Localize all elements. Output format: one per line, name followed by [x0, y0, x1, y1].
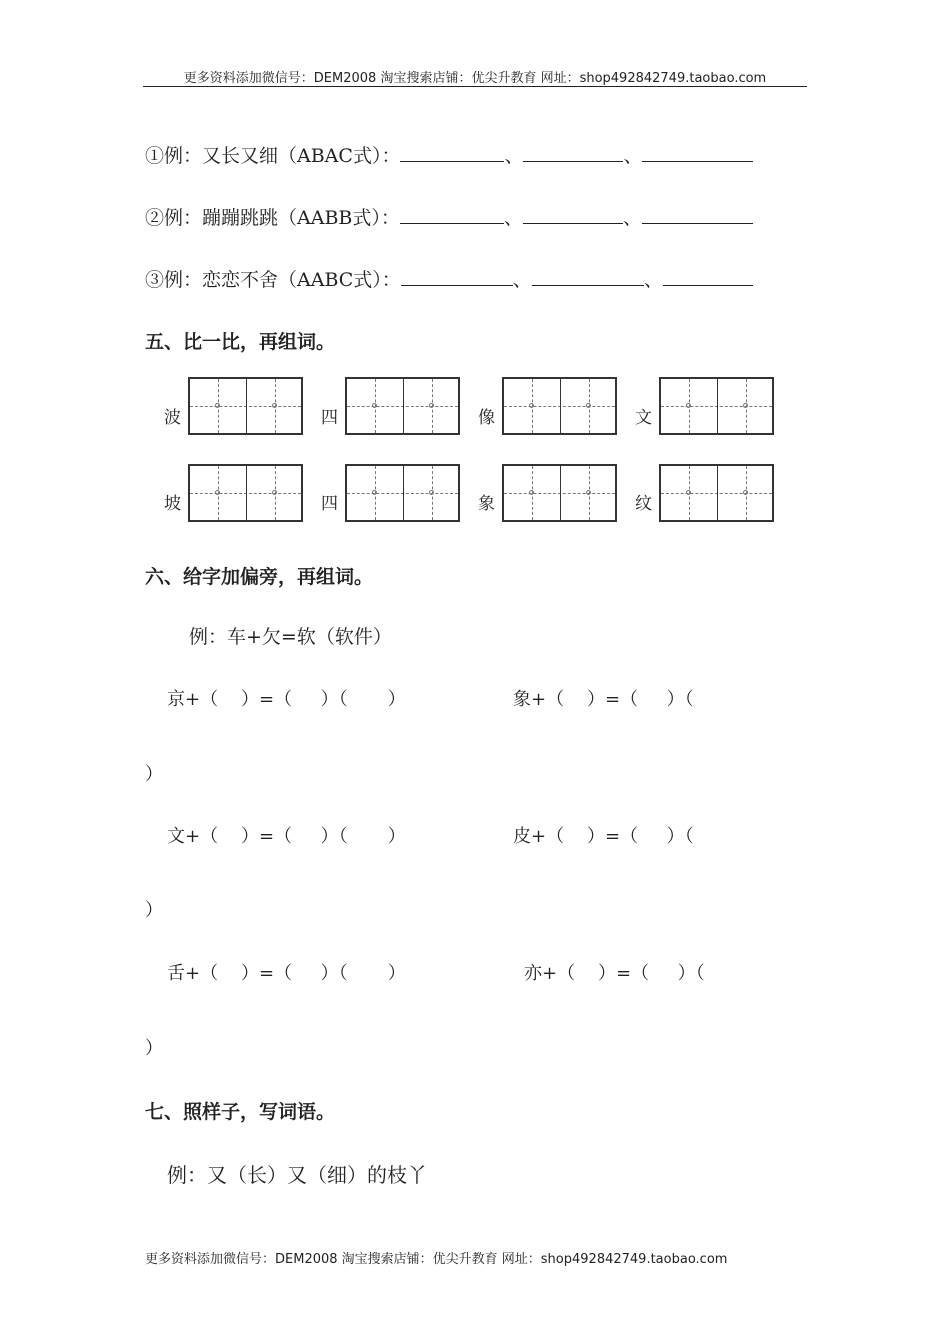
page-footer: 更多资料添加微信号：DEM2008 淘宝搜索店铺：优尖升教育 网址：shop492842749.taobao.com [145, 1252, 728, 1267]
separator: 、 [643, 269, 663, 291]
example-label: ①例：又长又细（ABAC式）： [145, 145, 401, 167]
example-equation: 例：车+欠=软（软件） [189, 626, 392, 648]
header-divider [143, 86, 807, 87]
compare-char: 象 [478, 494, 495, 514]
answer-blank[interactable] [400, 205, 504, 224]
compare-char: 四 [321, 408, 338, 428]
answer-blank[interactable] [663, 267, 753, 286]
answer-blank[interactable] [523, 143, 623, 162]
radical-equation-left[interactable]: 京+（ ）=（ ）（ ） [167, 689, 406, 710]
radical-equation-right[interactable]: 亦+（ ）=（ ）（ [524, 963, 705, 984]
section-title-7: 七、照样子，写词语。 [145, 1101, 336, 1123]
closing-paren: ） [145, 1038, 163, 1059]
separator: 、 [512, 269, 532, 291]
example-phrase: 例：又（长）又（细）的枝丫 [167, 1163, 427, 1187]
compare-char: 坡 [164, 494, 181, 514]
compare-char: 四 [321, 494, 338, 514]
section-title-6: 六、给字加偏旁，再组词。 [145, 566, 374, 588]
answer-blank[interactable] [523, 205, 623, 224]
page-header: 更多资料添加微信号：DEM2008 淘宝搜索店铺：优尖升教育 网址：shop492842749.taobao.com [183, 71, 767, 86]
example-row-abac [145, 141, 753, 168]
example-label: ②例：蹦蹦跳跳（AABB式）： [145, 207, 400, 229]
answer-blank[interactable] [532, 267, 644, 286]
closing-paren: ） [145, 764, 163, 785]
closing-paren: ） [145, 900, 163, 921]
separator: 、 [504, 145, 524, 167]
example-row-aabc [145, 265, 753, 292]
radical-equation-right[interactable]: 皮+（ ）=（ ）（ [513, 826, 694, 847]
writing-grid[interactable] [659, 464, 774, 522]
radical-equation-left[interactable]: 文+（ ）=（ ）（ ） [167, 826, 406, 847]
writing-grid[interactable] [188, 377, 303, 435]
writing-grid[interactable] [345, 464, 460, 522]
answer-blank[interactable] [642, 205, 753, 224]
separator: 、 [622, 207, 642, 229]
separator: 、 [503, 207, 523, 229]
writing-grid[interactable] [345, 377, 460, 435]
example-label: ③例：恋恋不舍（AABC式）： [145, 269, 401, 291]
answer-blank[interactable] [400, 143, 504, 162]
radical-equation-right[interactable]: 象+（ ）=（ ）（ [513, 689, 694, 710]
compare-char: 像 [478, 408, 495, 428]
compare-char: 文 [635, 408, 652, 428]
writing-grid[interactable] [502, 464, 617, 522]
compare-char: 纹 [635, 494, 652, 514]
writing-grid[interactable] [659, 377, 774, 435]
example-row-aabb [145, 203, 753, 230]
writing-grid[interactable] [502, 377, 617, 435]
answer-blank[interactable] [642, 143, 753, 162]
radical-equation-left[interactable]: 舌+（ ）=（ ）（ ） [167, 963, 406, 984]
compare-char: 波 [164, 408, 181, 428]
separator: 、 [623, 145, 643, 167]
section-title-5: 五、比一比，再组词。 [145, 331, 336, 353]
answer-blank[interactable] [401, 267, 513, 286]
writing-grid[interactable] [188, 464, 303, 522]
